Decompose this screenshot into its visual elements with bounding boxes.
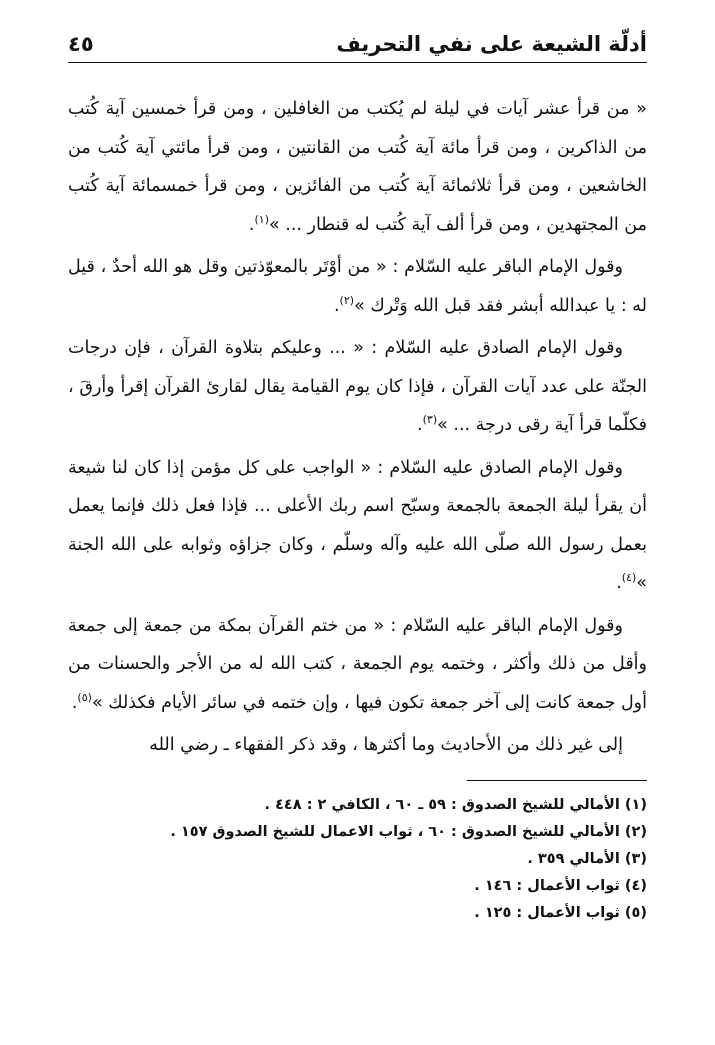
paragraph-end: . — [333, 295, 340, 316]
paragraph — [68, 449, 647, 603]
page-header — [68, 26, 647, 62]
footnote-separator — [467, 780, 647, 781]
running-title: أدلّة الشيعة على نفي التحريف — [336, 32, 647, 56]
paragraph-end: . — [417, 415, 423, 435]
footnotes — [68, 792, 647, 927]
paragraph-text: وقول الإمام الصادق عليه السّلام : « ... وعليكم بتلاوة القرآن ، فإن درجات الجنّة على عدد آيات القرآن ، فإذا كان يوم القيامة يقال لقارئ القرآن إقرأ وأرقَ ، فكلّما قرأ آية رقى درجة ... » — [68, 338, 647, 435]
footnote-marker: (١) — [254, 212, 269, 226]
footnote-item: (٢) الأمالي للشيخ الصدوق : ٦٠ ، ثواب الاعمال للشيخ الصدوق ١٥٧ . — [170, 824, 647, 840]
footnote-marker: (٣) — [422, 413, 438, 427]
paragraph-text: وقول الإمام الباقر عليه السّلام : « من أوْتَر بالمعوّذتين وقل هو الله أحدٌ ، قيل له : يا عبدالله أبشر فقد قبل الله وَتْرك » — [68, 257, 647, 316]
paragraph — [68, 90, 647, 244]
paragraph-text: وقول الإمام الباقر عليه السّلام : « من ختم القرآن بمكة من جمعة إلى جمعة وأقل من ذلك وأكثر ، وختمه يوم الجمعة ، كتب الله له من الأجر والحسنات من أول جمعة كانت إلى آخر جمعة تكون فيها ، وإن ختمه في سائر الأيام فكذلك » — [68, 615, 647, 713]
paragraph — [68, 248, 647, 325]
paragraph — [68, 726, 647, 765]
footnote-item: (١) الأمالي للشيخ الصدوق : ٥٩ ـ ٦٠ ، الكافي ٢ : ٤٤٨ . — [264, 797, 647, 813]
body-text — [68, 90, 647, 769]
paragraph-end: . — [248, 214, 255, 235]
paragraph-text: إلى غير ذلك من الأحاديث وما أكثرها ، وقد ذكر الفقهاء ـ رضي الله — [149, 735, 623, 755]
paragraph-end: . — [71, 692, 78, 713]
header-rule — [68, 62, 647, 63]
paragraph — [68, 607, 647, 723]
paragraph — [68, 329, 647, 445]
footnote-marker: (٥) — [77, 690, 92, 704]
paragraph-end: . — [616, 573, 622, 593]
footnote-item: (٤) ثواب الأعمال : ١٤٦ . — [474, 878, 647, 894]
paragraph-text: وقول الإمام الصادق عليه السّلام : « الواجب على كل مؤمن إذا كان لنا شيعة أن يقرأ ليلة الجمعة بالجمعة وسبّح اسم ربك الأعلى ... فإذا فعل ذلك فإنما يعمل بعمل رسول الله صلّى الله عليه وآله وسلّم ، وكان جزاؤه وثوابه على الله الجنة » — [68, 457, 647, 593]
footnote-item: (٣) الأمالي ٣٥٩ . — [527, 851, 647, 867]
footnote-marker: (٢) — [339, 293, 355, 307]
footnote-item: (٥) ثواب الأعمال : ١٢٥ . — [474, 905, 647, 921]
footnote-marker: (٤) — [621, 571, 637, 585]
paragraph-text: « من قرأ عشر آيات في ليلة لم يُكتب من الغافلين ، ومن قرأ خمسين آية كُتب من الذاكرين ، ومن قرأ مائة آية كُتب من القانتين ، ومن قرأ مائتي آية كُتب من الخاشعين ، ومن قرأ ثلاثمائة آية كُتب من الفائزين ، ومن قرأ خمسمائة آية كُتب من المجتهدين ، ومن قرأ ألف آية كُتب له قنطار ... » — [68, 99, 647, 235]
page-number: ٤٥ — [68, 32, 94, 56]
